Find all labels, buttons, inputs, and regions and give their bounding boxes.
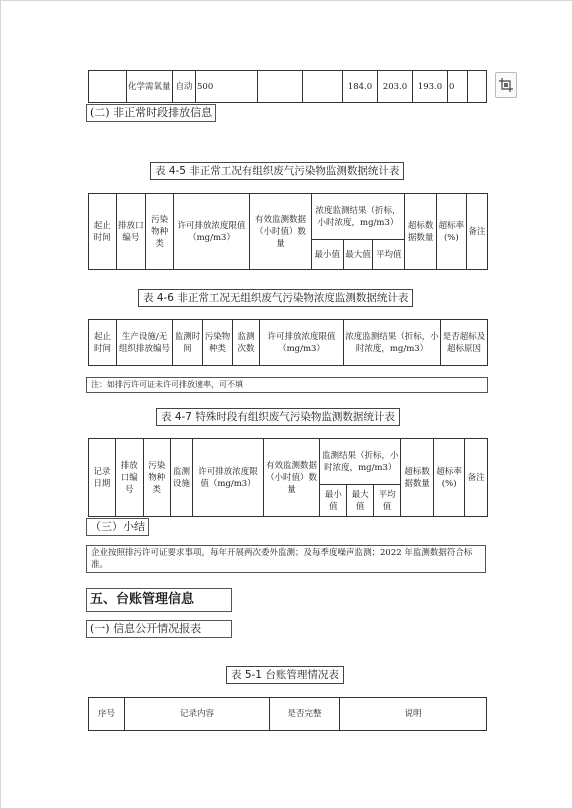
col-facility: 生产设施/无组织排放编号 [117, 320, 173, 366]
col-pollutant: 污染物种类 [143, 439, 170, 517]
col-exceed-rate: 超标率(%) [434, 439, 465, 517]
col-limit: 许可排放浓度限值（mg/m3） [260, 320, 344, 366]
table-row [89, 71, 487, 103]
table46-note: 注：如排污许可证未许可排放速率，可不填 [86, 377, 488, 393]
section-disclosure-title: (一) 信息公开情况报表 [86, 620, 232, 638]
col-outlet: 排放口编号 [115, 439, 143, 517]
col-result: 监测结果（折标，小时浓度，mg/m3） [320, 439, 401, 485]
col-exceed-count: 超标数据数量 [405, 194, 437, 270]
col-valid: 有效监测数据（小时值）数量 [263, 439, 320, 517]
col-content: 记录内容 [125, 698, 270, 731]
heading-ledger: 五、台账管理信息 [86, 588, 232, 612]
min-cell: 184.0 [343, 71, 378, 103]
avg-cell: 193.0 [413, 71, 448, 103]
col-desc: 说明 [340, 698, 487, 731]
col-limit: 许可排放浓度限值（mg/m3） [173, 194, 249, 270]
table45 [88, 193, 488, 270]
emission-table-continued [88, 70, 487, 103]
col-monitor-time: 监测时间 [173, 320, 203, 366]
col-outlet: 排放口编号 [116, 194, 146, 270]
col-max: 最大值 [347, 485, 374, 517]
col-valid: 有效监测数据（小时值）数量 [250, 194, 312, 270]
col-limit: 许可排放浓度限值（mg/m3） [193, 439, 263, 517]
exceed-cell: 0 [448, 71, 468, 103]
col-monitor-count: 监测次数 [233, 320, 260, 366]
col-no: 序号 [89, 698, 125, 731]
max-cell: 203.0 [378, 71, 413, 103]
col-remark: 备注 [465, 439, 488, 517]
pollutant-cell: 化学需氧量 [127, 71, 173, 103]
col-time: 起止时间 [89, 320, 117, 366]
col-time: 起止时间 [89, 194, 117, 270]
table51 [88, 697, 487, 731]
limit-cell: 500 [196, 71, 258, 103]
section-summary-title: （三）小结 [86, 518, 149, 536]
section-abnormal-title: (二) 非正常时段排放信息 [86, 104, 216, 122]
col-complete: 是否完整 [270, 698, 340, 731]
col-avg: 平均值 [374, 485, 401, 517]
col-min: 最小值 [320, 485, 347, 517]
col-facility: 监测设施 [170, 439, 193, 517]
mode-cell: 自动 [173, 71, 196, 103]
table47 [88, 438, 488, 517]
col-pollutant: 污染物种类 [203, 320, 233, 366]
summary-text: 企业按照排污许可证要求事项，每年开展两次委外监测；及每季度噪声监测；2022 年监测数据符合标准。 [86, 545, 486, 573]
col-avg: 平均值 [373, 240, 405, 270]
table46-title: 表 4-6 非正常工况无组织废气污染物浓度监测数据统计表 [138, 289, 413, 307]
table46 [88, 319, 488, 366]
table47-title: 表 4-7 特殊时段有组织废气污染物监测数据统计表 [156, 408, 400, 426]
col-result: 浓度监测结果（折标，小时浓度，mg/m3） [344, 320, 441, 366]
table51-title: 表 5-1 台账管理情况表 [226, 666, 344, 684]
col-pollutant: 污染物种类 [146, 194, 174, 270]
col-remark: 备注 [466, 194, 487, 270]
col-date: 记录日期 [89, 439, 116, 517]
screenshot-crop-icon[interactable] [495, 72, 517, 98]
col-result: 浓度监测结果（折标，小时浓度，mg/m3） [311, 194, 404, 240]
col-reason: 是否超标及超标原因 [441, 320, 488, 366]
col-max: 最大值 [343, 240, 373, 270]
table45-title: 表 4-5 非正常工况有组织废气污染物监测数据统计表 [150, 162, 404, 180]
col-min: 最小值 [311, 240, 343, 270]
col-exceed-rate: 超标率(%) [436, 194, 466, 270]
col-exceed-count: 超标数据数量 [401, 439, 434, 517]
